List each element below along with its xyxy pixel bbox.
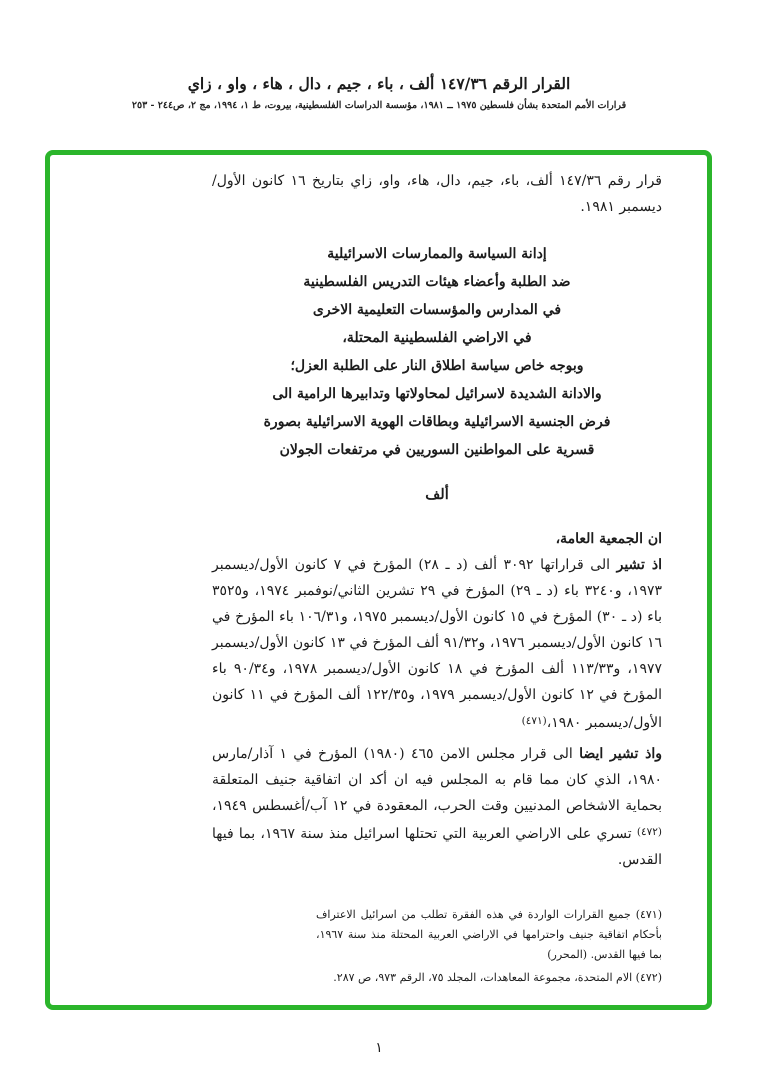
paragraph-1-text: الى قراراتها ٣٠٩٢ ألف (د ـ ٢٨) المؤرخ في ٧ كانون الأول/ديسمبر ١٩٧٣، و٣٢٤٠ باء (د ـ ٢٩) المؤرخ في ٢٩ تشرين الثاني/نوفمبر ١٩٧٤، و٣٥٢٥ باء (د ـ ٣٠) المؤرخ في ١٥ كانون الأول/ديسمبر ١٩٧٥، و١٠٦/٣١ باء المؤرخ في ١٦ كانون الأول/ديسمبر ١٩٧٦، و٩١/٣٢ ألف المؤرخ في ١٣ كانون الأول/ديسمبر ١٩٧٧، و١١٣/٣٣ ألف المؤرخ في ١٨ كانون الأول/ديسمبر ١٩٧٨، و٩٠/٣٤ باء المؤرخ في ١٢ كانون الأول/ديسمبر ١٩٧٩، و١٢٢/٣٥ ألف المؤرخ في ١١ كانون الأول/ديسمبر ١٩٨٠، [212, 557, 663, 731]
paragraph-2-lead: واذ تشير ايضا [579, 746, 662, 762]
paragraph-2-tail: تسري على الاراضي العربية التي تحتلها اسرائيل منذ سنة ١٩٦٧، بما فيها القدس. [212, 826, 662, 868]
preamble-line: ان الجمعية العامة، [555, 531, 662, 547]
paragraph-1-lead: اذ تشير [616, 557, 663, 573]
page-header [0, 74, 758, 111]
title-line-6: والادانة الشديدة لاسرائيل لمحاولاتها وتدابيرها الرامية الى [272, 386, 602, 402]
footnote-471-text: جميع القرارات الواردة في هذه الفقرة تطلب من اسرائيل الاعتراف بأحكام اتفاقية جنيف واحترامها في الاراضي العربية المحتلة منذ سنة ١٩٦٧، بما فيها القدس. (المحرر) [316, 908, 662, 961]
title-line-4: في الاراضي الفلسطينية المحتلة، [342, 330, 532, 346]
title-line-5: وبوجه خاص سياسة اطلاق النار على الطلبة العزل؛ [290, 358, 584, 374]
resolution-body [212, 168, 662, 991]
footnote-472 [316, 968, 662, 988]
title-line-3: في المدارس والمؤسسات التعليمية الاخرى [312, 302, 562, 318]
title-line-8: قسرية على المواطنين السوريين في مرتفعات الجولان [279, 442, 595, 458]
title-line-7: فرض الجنسية الاسرائيلية وبطاقات الهوية الاسرائيلية بصورة [263, 414, 611, 430]
footnote-ref-471: (٤٧١) [521, 715, 547, 727]
preambular-paragraph-2 [212, 741, 662, 873]
resolution-intro: قرار رقم ١٤٧/٣٦ ألف، باء، جيم، دال، هاء، واو، زاي بتاريخ ١٦ كانون الأول/ديسمبر ١٩٨١. [212, 173, 662, 215]
footnote-471-marker: (٤٧١) [635, 908, 663, 921]
title-line-2: ضد الطلبة وأعضاء هيئات التدريس الفلسطينية [303, 274, 571, 290]
footnote-472-text: الام المتحدة، مجموعة المعاهدات، المجلد ٧٥، الرقم ٩٧٣، ص ٢٨٧. [333, 971, 633, 984]
footnote-471 [316, 905, 662, 965]
title-line-1: إدانة السياسة والممارسات الاسرائيلية [327, 246, 547, 262]
resolution-number-heading: القرار الرقم ١٤٧/٣٦ ألف ، باء ، جيم ، دال ، هاء ، واو ، زاي [187, 74, 571, 93]
resolution-title [212, 240, 662, 464]
section-marker-alif: ألف [425, 486, 449, 503]
footnote-ref-472: (٤٧٢) [636, 826, 662, 838]
footnotes-block [316, 905, 662, 988]
source-citation: قرارات الأمم المتحدة بشأن فلسطين ١٩٧٥ ــ ١٩٨١، مؤسسة الدراسات الفلسطينية، بيروت، ط ١، ١٩٩٤، مج ٢، ص٢٤٤ - ٢٥٣ [131, 100, 627, 111]
preambular-paragraph-1 [212, 552, 662, 736]
highlight-frame [45, 150, 712, 1010]
page-number: ١ [375, 1040, 383, 1056]
paragraph-2-text: الى قرار مجلس الامن ٤٦٥ (١٩٨٠) المؤرخ في ١ آذار/مارس ١٩٨٠، الذي كان مما قام به المجلس فيه ان أكد ان اتفاقية جنيف المتعلقة بحماية الاشخاص المدنيين وقت الحرب، المعقودة في ١٢ آب/أغسطس ١٩٤٩، [212, 746, 662, 814]
footnote-472-marker: (٤٧٢) [635, 971, 662, 984]
